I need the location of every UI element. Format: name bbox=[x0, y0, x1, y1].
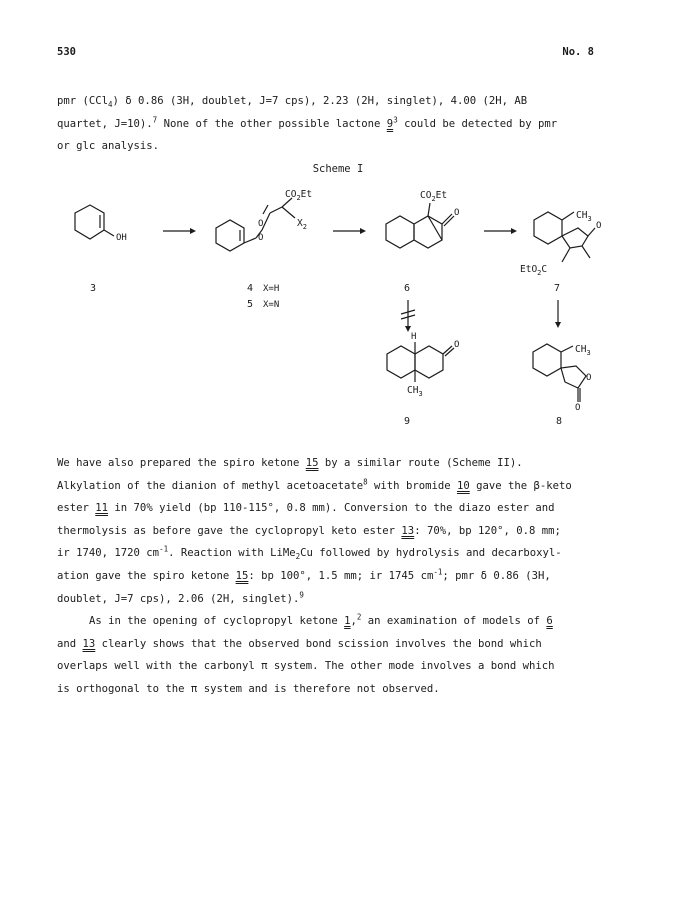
x2-group: $X_2$ bbox=[297, 218, 307, 231]
carbonyl-oxygen-8: O bbox=[575, 403, 581, 413]
label-5: 5 bbox=[247, 299, 254, 310]
label-8: 8 bbox=[556, 416, 563, 427]
eto2c-group: EtO$_2$C bbox=[520, 264, 548, 277]
label-4-x: X=H bbox=[263, 284, 280, 294]
h-atom-9: H bbox=[411, 332, 417, 342]
carbonyl-oxygen-4: O bbox=[258, 219, 264, 229]
paragraph-1: pmr (CCl$_4$) δ 0.86 (3H, doublet, J=7 cps), 2.23 (2H, singlet), 4.00 (2H, AB quartet, J=10).$^7$ None of the other possible lactone $9^3$ could be detected by pmr or glc analysis. bbox=[57, 95, 558, 153]
paragraph-3: As in the opening of cyclopropyl ketone 1,$^2$ an examination of models of 6 and 13 clearly shows that the observed bond scission involves the bond which overlaps well with the carbonyl π system. The other mode involves a bond which is orthogonal to the π system and is therefore not observed. bbox=[57, 612, 555, 695]
label-9: 9 bbox=[404, 416, 411, 427]
ch3-group-9: $CH_3$ bbox=[407, 385, 423, 398]
label-4: 4 bbox=[247, 283, 254, 294]
label-7: 7 bbox=[554, 283, 561, 294]
compound-3-structure bbox=[75, 205, 114, 239]
carbonyl-oxygen-6: O bbox=[454, 208, 460, 218]
page-number: 530 bbox=[57, 46, 76, 58]
scheme-1-diagram bbox=[0, 180, 676, 440]
ester-oxygen-4: O bbox=[258, 233, 264, 243]
label-5-x: X=N bbox=[263, 300, 280, 310]
ch3-group-8: $CH_3$ bbox=[575, 344, 591, 357]
oh-group: OH bbox=[116, 233, 127, 243]
co2et-group-4: $CO_2Et$ bbox=[285, 189, 313, 202]
label-3: 3 bbox=[90, 283, 97, 294]
ring-oxygen-8: O bbox=[586, 373, 592, 383]
co2et-group-6: $CO_2Et$ bbox=[420, 190, 448, 203]
ch3-group-7: $CH_3$ bbox=[576, 210, 592, 223]
compound-9-structure bbox=[387, 342, 454, 382]
issue-number: No. 8 bbox=[562, 46, 594, 58]
label-6: 6 bbox=[404, 283, 411, 294]
paragraph-2: We have also prepared the spiro ketone 15 by a similar route (Scheme II). Alkylation of the dianion of methyl acetoacetate$^8$ with bromide 10 gave the β-keto ester 11 in 70% yield (bp 110-115°, 0.8 mm). Conversion to the diazo ester and thermolysis as before gave the cyclopropyl keto ester 13: 70%, bp 120°, 0.8 mm; ir 1740, 1720 $cm^{-1}$. Reaction with LiMe$_2$Cu followed by hydrolysis and decarboxyl- ation gave the spiro ketone 15: bp 100°, 1.5 mm; ir 1745 $cm^{-1}$; pmr δ 0.86 (3H, doublet, J=7 cps), 2.06 (2H, singlet).$^9$ bbox=[57, 457, 572, 605]
compound-6-structure bbox=[386, 203, 454, 248]
carbonyl-oxygen-7: O bbox=[596, 221, 602, 231]
scheme-title: Scheme I bbox=[312, 163, 364, 175]
carbonyl-oxygen-9: O bbox=[454, 340, 460, 350]
compound-4-structure bbox=[216, 198, 295, 251]
